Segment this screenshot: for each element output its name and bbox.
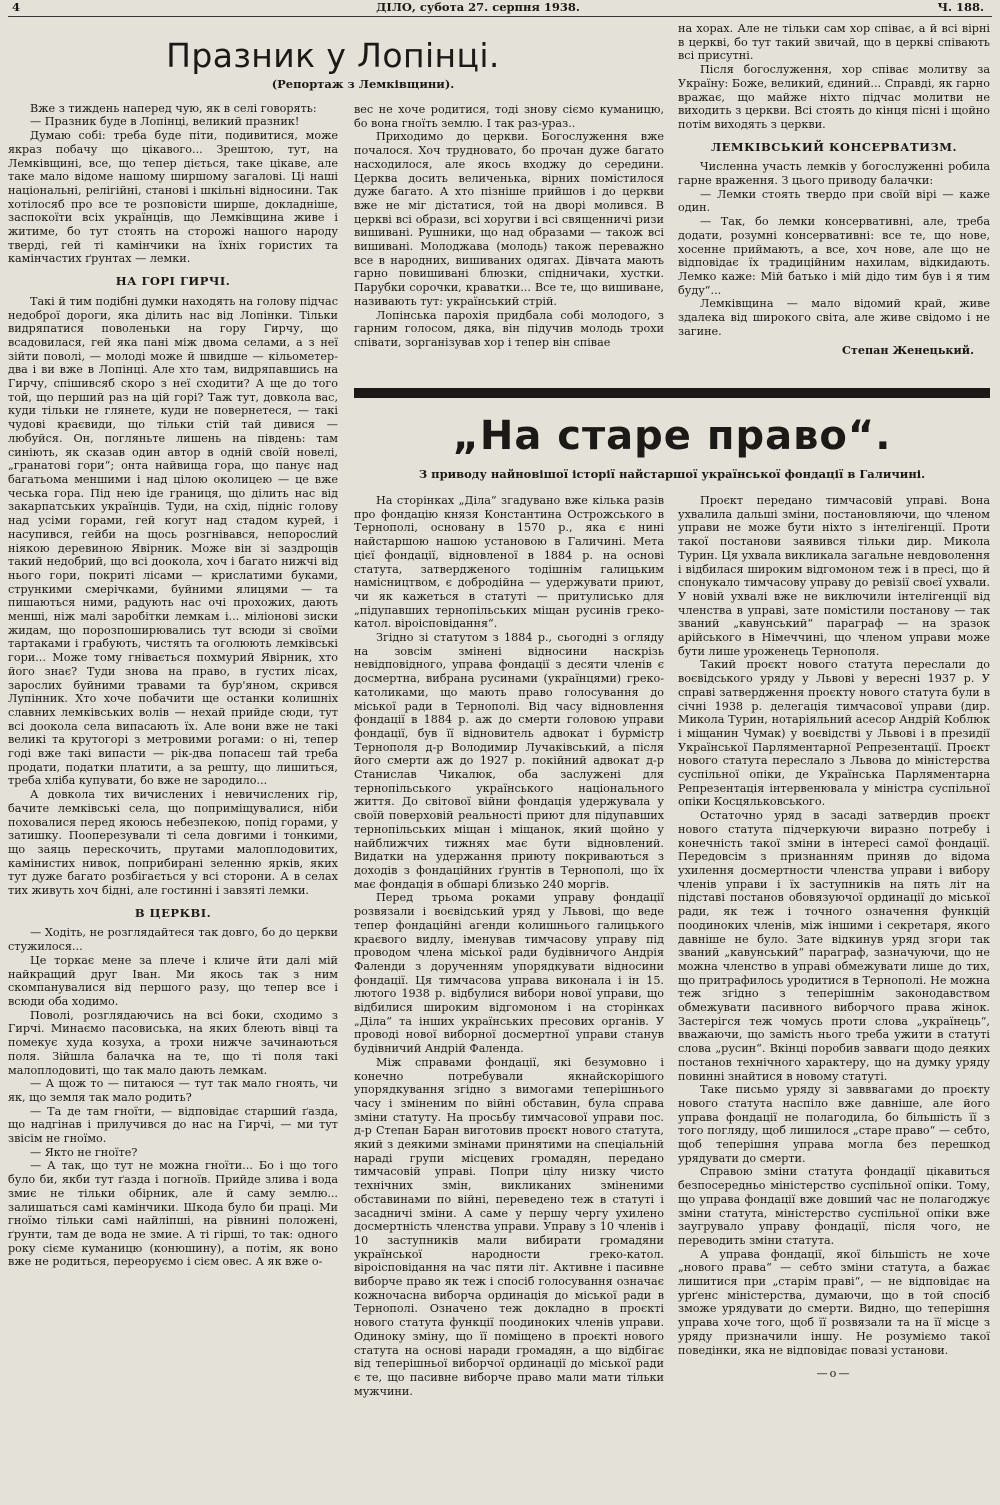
paragraph: — Та де там гноїти, — відповідає старший ґазда, що надгінав і прилучився до нас на Гирчі, — ми тут звісім не гноїмо. <box>8 1104 338 1146</box>
paragraph: на хорах. Але не тільки сам хор співає, а й всі вірні в церкві, бо тут такий звичай, що в церкві співають всі присутні. <box>678 22 990 63</box>
paragraph: Таке письмо уряду зі завввагами до проєкту нового статута наспіло вже давніше, але його управа фондації не полагодила, бо більшість її з того погляду, щоб лишилося „старе право“ — себто, щоб теперішня управа могла без перешкод урядувати до смерти. <box>678 1083 990 1165</box>
end-mark: —о— <box>816 1367 852 1381</box>
paragraph: Поволі, розглядаючись на всі боки, сходимо з Гирчі. Минаємо пасовиська, на яких блеють вівці та помекує худа козуха, а трохи нижче зачинаються поля. Зійшла балачка на те, що ті поля такі малоплодовиті, що так мало дають лемкам. <box>8 1008 338 1077</box>
paragraph: Перед трьома роками управу фондації розвязали і воєвідський уряд у Львові, що веде тепер фондаційні агенди колишнього галицького краєвого видлу, іменував тимчасову управу під проводом члена міської ради будівничого Андрія Фаленди з дорученням упорядкувати відносини фондації. Ця тимчасова управа виконала і ін 15. лютого 1938 р. відбулися вибори нової управи, що відбилися широким відгомоном і на сторінках „Діла“ та інших українських пресових органів. У проводі нової виборної досмертної управи станув будівничий Андрій Фаленда. <box>354 891 664 1056</box>
paragraph: Після богослуження, хор співає молитву за Україну: Боже, великий, єдиний... Справді, як гарно вражає, що майже ніхто підчас молитви не виходить з церкви. Всі стоять до кінця пісні і щойно потім виходять з церкви. <box>678 63 990 131</box>
section-rule <box>354 388 990 398</box>
paragraph: На сторінках „Діла“ згадувано вже кілька разів про фондацію князя Константина Острожського в Тернополі, основану в 1570 р., яка є нині найстаршою нашою установою в Галичині. Мета цієї фондації, відновленої в 1884 р. на основі статута, затвердженого тодішнім галицьким намісництвом, є добродійна — удержувати приют, чи як кажеться в статуті — притулисько для „підупавших тернопільських міщан русинів греко-катол. віроісповідання“. <box>354 494 664 631</box>
paragraph: Проєкт передано тимчасовій управі. Вона ухвалила дальші зміни, постановляючи, що членом управи не може бути ніхто з інтелігенції. Проти такої постанови заявився тільки дир. Микола Турин. Ця ухвала викликала загальне невдоволення і відбилася широким відгомоном теж і в пресі, що й спонукало тимчасову управу до ревізії своєї ухвали. У новій ухвалі вже не виключили інтелігенції від членства в управі, зате помістили постанову — так званий „кавунський“ параграф — на зразок арійського в Німеччині, що членом управи може бути лише уроженець Тернополя. <box>678 494 990 658</box>
section-heading: НА ГОРІ ГИРЧІ. <box>115 274 231 289</box>
article1-column-1 <box>8 22 500 1500</box>
section-heading: В ЦЕРКВІ. <box>134 905 212 920</box>
masthead <box>8 0 992 17</box>
article1-column-2 <box>354 103 664 381</box>
paragraph: вес не хоче родитися, тоді знову сіємо куманицю, бо вона гноїть землю. І так раз-ураз.. <box>354 103 664 130</box>
issue-number: Ч. 188. <box>937 0 984 14</box>
article2-column-1 <box>354 494 664 1500</box>
section-heading: ЛЕМКІВСЬКИЙ КОНСЕРВАТИЗМ. <box>710 139 957 154</box>
paragraph: — Лемки стоять твердо при своїй вірі — каже один. <box>678 187 990 215</box>
article1-subtitle: (Репортаж з Лемківщини). <box>271 77 455 91</box>
paragraph: Приходимо до церкви. Богослуження вже почалося. Хоч трудновато, бо прочан дуже багато насходилося, але якось входжу до середини. Церква досить величенька, вірних помістилося дуже багато. А хто пізніше прийшов і до церкви вже не міг дістатися, той на дворі молився. В церкві всі образи, всі хоругви і всі священничі ризи вишивані. Рушники, що над образами — також всі вишивані. Молоджава (молодь) також переважно все в народних, вишиваних одягах. Дівчата мають гарно повишивані блюзки, спідничаки, хустки. Парубки сорочки, краватки... Все те, що вишиване, називають тут: український стрій. <box>354 130 664 308</box>
paragraph: Лемківщина — мало відомий край, живе здалека від широкого світа, але живе свідомо і не загине. <box>678 297 990 338</box>
paragraph: Численна участь лемків у богослуженні робила гарне враження. З цього приводу балачки: <box>678 160 990 188</box>
paragraph: Такий проєкт нового статута переслали до воєвідського уряду у Львові у вересні 1937 р. У справі затвердження проєкту нового статута були в січні 1938 р. делегація тимчасової управи (дир. Микола Турин, нотаріяльний асесор Андрій Коблюк і міщанин Чумак) у воєвідстві у Львові і в президії Української Парляментарної Репрезентації. Проєкт нового статута переслало з Львова до міністерства суспільної опіки, де Українська Парляментарна Репрезентація інтервенювала у міністра суспільної опіки Косцяльковського. <box>678 658 990 809</box>
masthead-date: ДІЛО, субота 27. серпня 1938. <box>376 0 580 14</box>
paragraph: — А щож то — питаюся — тут так мало гноять, чи як, що земля так мало родить? <box>8 1077 338 1104</box>
paragraph: Такі й тим подібні думки находять на голову підчас недоброї дороги, яка ділить нас від Лопінки. Тільки видряпатися поволеньки на гору Гирчу, що всадовилася, гей яка пані між двома селами, а з неї зійти поволі, — молоді може й швидше — кільометер-два і ви вже в Лопінці. Але хто там, видряпавшись на Гирчу, спішивсяб скоро з неї сходити? А ще до того той, що перший раз на цій горі? Таж тут, довкола вас, куди тільки не глянете, куди не повернетеся, — такі чудові краєвиди, що тільки стій тай дивися — любуйся. Он, погляньте лишень на південь: там синіють, як сказав один автор в одній своїй новелі, „гранатові гори“; онта найвища гора, що панує над багатьома меншими і над цілою околицею — це вже чеська гора. Під нею іде границя, що ділить нас від закарпатських українців. Туди, на схід, підніс голову над усіми горами, гей когут над стадом курей, і насупився, гейби на щось розгнівався, непорослий ніякою деревиною Явірник. Може він зі заздрощів такий недобрий, що всі доокола, хоч і багато нижчі від нього гори, покриті лісами — крислатими буками, стрункими смерічками, буйними ялицями — та пишаються ними, радують нас очі прохожих, дають менші, ніж малі заробітки лемкам і... міліонові зиски жидам, що порозпоширювались тут всюди зі своїми тартаками і грабують, чистять та оголюють лемківські гори... Може тому гнівається похмурий Явірник, хто його знає? Туди знова на право, в густих лісах, зарослих буйними травами та бур'яном, скрився Лупінник. Хто хоче побачити ще останки колишніх славних лемківських волів — нехай прийде сюди, тут всі доокола села випасають їх. Але вони вже не такі великі та крутогорі з метровими рогами: о ні, тепер годі вже такі випасти — рік-два попасеш тай треба продати, податки платити, а за решту, що лишиться, треба хліба купувати, бо вже не зародило... <box>8 294 338 788</box>
paragraph: Думаю собі: треба буде піти, подивитися, може якраз побачу що цікавого... Зрештою, тут, на Лемківщині, все, що тепер діється, таке цікаве, але таке мало відоме нашому ширшому загалові. Ці наші національні, релігійні, станові і шкільні відносини. Так хотілосяб про все те розповісти ширше, докладніше, заспокоїти всіх українців, що Лемківщина живе і житиме, бо тут стоять на сторожі нашого народу тверді, гей ті камінчики на їхніх гористих та камінчастих ґрунтах — лемки. <box>8 129 338 266</box>
paragraph: Це торкає мене за плече і кличе йти далі мій найкращий друг Іван. Ми якось так з ним скомпанувалися від першого разу, що тепер все і всюди оба ходимо. <box>8 953 338 1008</box>
paragraph: Між справами фондації, які безумовно і конечно потребували якнайскорішого упорядкування згідно з вимогами теперішнього часу і зміненим по війні обставин, була справа зміни статуту. На просьбу тимчасової управи пос. д-р Степан Баран виготовив проєкт нового статута, який з деякими змінами принятими на спеціальній нараді групи місцевих громадян, передано тимчасовій управі. Попри цілу низку чисто технічних змін, викликаних зміненими обставинами по війні, переведено теж в статуті і засадничі зміни. А саме у першу чергу ухилено досмертність членства управи. Управу з 10 членів і 10 заступників мали вибирати громадяни української народности греко-катол. віроісповідання на час пяти літ. Активне і пасивне виборче право як теж і спосіб голосування означає кожночасна виборча ординація до міської ради в Тернополі. Означено теж докладно в проєкті нового статута функції поодиноких членів управи. Одиноку зміну, що її поміщено в проєкті нового статута на основі наради громадян, а що відбігає від теперішньої виборчої ординації до міської ради є те, що пасивне виборче право мали мати тільки мужчини. <box>354 1055 664 1398</box>
paragraph: Згідно зі статутом з 1884 р., сьогодні з огляду на зовсім змінені відносини наскрізь невідповідного, управа фондації з десяти членів є досмертна, вибрана русинами (українцями) греко-католиками, що мають право голосування до міської ради в Тернополі. Від часу відновлення фондації в 1884 р. аж до смерти головою управи фондації, був її відновитель адвокат і бурмістр Тернополя д-р Володимир Лучаківський, а після його смерти аж до 1927 р. покійний адвокат д-р Станислав Чикалюк, оба заслужені для тернопільського українського національного життя. До світової війни фондація удержувала у своїй поверховій реальності приют для підупавших тернопільських міщан і міщанок, який щойно у найближчих тижнях має бути відновлений. Видатки на удержання приюту покриваються з доходів з фондаційних ґрунтів в Тернополі, що їх має фондація в обшарі близько 240 моргів. <box>354 631 664 891</box>
article2-column-2 <box>678 494 990 1500</box>
paragraph: — Якто не гноїте? <box>30 1145 138 1159</box>
article2-title: „На старе право“. <box>452 413 892 459</box>
paragraph: — Празник буде в Лопінці, великий празник! <box>30 115 300 129</box>
page-number: 4 <box>12 0 21 14</box>
paragraph: Справою зміни статута фондації цікавиться безпосередньо міністерство суспільної опіки. Тому, що управа фондації вже довший час не полагоджує зміни статута, міністерство суспільної опіки вже заугрувало управу фондації, після чого, не переводить зміни статута. <box>678 1165 990 1247</box>
article1-title: Празник у Лопінці. <box>166 36 500 75</box>
paragraph: Остаточно уряд в засаді затвердив проєкт нового статута підчеркуючи виразно потребу і конечність такої зміни в інтересі самої фондації. Передовсім з признанням приняв до відома ухилення досмертности членства управи і вибору членів управи і їх заступників на пять літ на підставі постанов обовязуючої ординації до міської ради, як теж і точного означення функцій поодиноких членів, між іншими і секретаря, якого давніше не було. Зате відкинув уряд згори так званий „кавунський“ параграф, зазначуючи, що не можна членство в управі обмежувати лише до тих, що притрафилось уродитися в Тернополі. Не можна теж згідно з теперішнім законодавством обмежувати пасивного виборчого права жінок. Застерігся теж чомусь проти слова „українець“, вважаючи, що замість нього треба ужити в статуті слова „русин“. Вкінці поробив завваги щодо деяких постанов технічного характеру, що на думку уряду повинні знайтися в новому статуті. <box>678 809 990 1083</box>
paragraph: Вже з тиждень наперед чую, як в селі говорять: <box>30 101 317 115</box>
paragraph: А довкола тих вичислених і невичислених гір, бачите лемківські села, що поприміщувалися, ніби поховалися перед якоюсь небезпекою, попід горами, у затишку. Пооперезували ті села довгими і тонкими, що заяць перескочить, прутами малоплодовитих, камінистих нивок, поприбирані зеленню ярків, яких тут дуже багато розбігається у всі сторони. А в селах тих живуть хоч бідні, але гостинні і завзяті лемки. <box>8 788 338 898</box>
author-signature: Степан Женецький. <box>841 343 974 358</box>
article2-subtitle: З приводу найновішої історії найстаршої української фондації в Галичині. <box>418 467 926 481</box>
paragraph: Лопінська парохія придбала собі молодого, з гарним голосом, дяка, він підучив молодь трохи співати, зорганізував хор і тепер він співае <box>354 308 664 349</box>
paragraph: — Ходіть, не розглядайтеся так довго, бо до церкви стужилося... <box>8 926 338 954</box>
paragraph: А управа фондації, якої більшість не хоче „нового права“ — себто зміни статута, а бажає лишитися при „старім праві“, — не відповідає на урґенс міністерства, думаючи, що в той спосіб зможе урядувати до смерти. Видно, що теперішня управа хоче того, щоб її розвязали та на її місце з уряду призначили іншу. Не розуміємо такої поведінки, яка не відповідає повазі установи. <box>678 1247 990 1357</box>
article1-column-3 <box>678 22 990 382</box>
paragraph: — А так, що тут не можна гноїти... Бо і що того було би, якби тут ґазда і погноїв. Прийде злива і вода змиє не тільки обірник, але й саму землю... залишаться самі камінчики. Шкода було би праці. Ми гноїмо тільки самі найліпші, на рівнині положені, ґрунти, там де вода не змие. А ті гірші, то так: одного року сієме куманицю (конюшину), а потім, як воно вже не родиться, переоруємо і сієм овес. А як вже о- <box>8 1159 338 1269</box>
paragraph: — Так, бо лемки консервативні, але, треба додати, розумні консервативні: все те, що нове, хосенне приймають, а все, хоч нове, але що не відповідає їх традиційним нахилам, відкидають. Лемко каже: Мій батько і мій дідо тим був і я тим буду“... <box>678 215 990 297</box>
